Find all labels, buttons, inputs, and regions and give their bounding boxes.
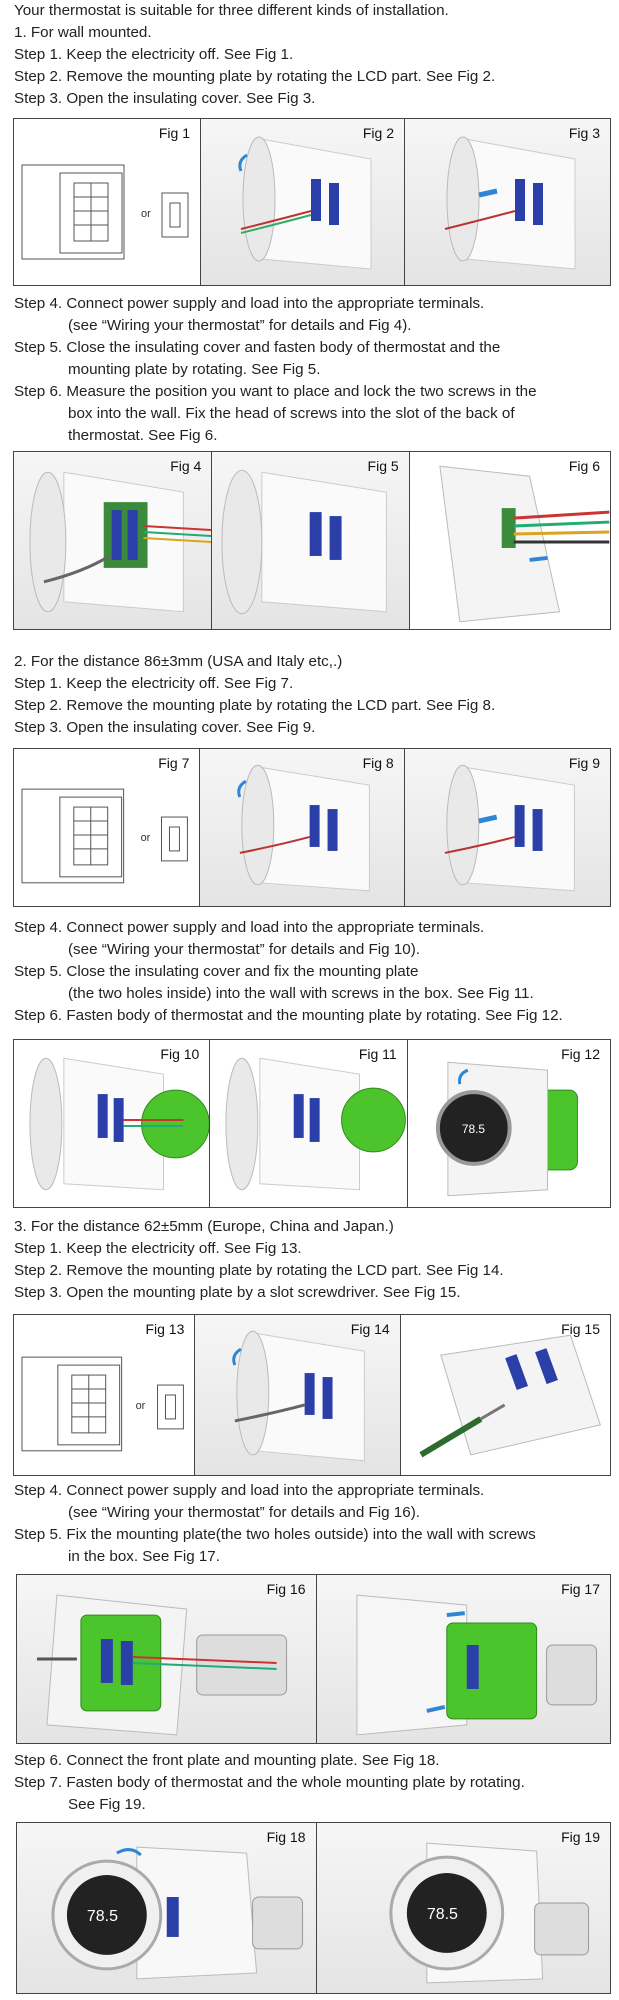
section-3-block [14, 1216, 504, 1304]
section-3-steps-c [14, 1750, 525, 1816]
section-2-block [14, 651, 495, 739]
figure-row-3 [13, 748, 611, 907]
figure-panel [195, 1315, 400, 1475]
figure-panel [14, 1040, 210, 1207]
figure-label: Fig 7 [158, 755, 190, 771]
thermostat-on-wall-box-illustration [408, 1040, 610, 1207]
text-line: Step 5. Close the insulating cover and fasten body of thermostat and the [14, 339, 501, 356]
figure-row-4 [13, 1039, 611, 1208]
thermostat-plate-illustration [195, 1315, 399, 1475]
figure-label: Fig 10 [160, 1046, 200, 1062]
figure-row-5 [13, 1314, 611, 1476]
text-line: Step 5. Close the insulating cover and fix the mounting plate [14, 963, 419, 980]
wall-box-mounted-illustration [210, 1040, 406, 1207]
text-line: Step 3. Open the insulating cover. See Fig 3. [14, 90, 316, 107]
mounting-plate-fixed-illustration [317, 1575, 611, 1743]
figure-panel [14, 1315, 195, 1475]
text-line: Step 2. Remove the mounting plate by rotating the LCD part. See Fig 14. [14, 1262, 504, 1279]
figure-row-1 [13, 118, 611, 286]
figure-panel [14, 119, 201, 285]
figure-label: Fig 18 [266, 1829, 306, 1845]
figure-label: Fig 14 [350, 1321, 390, 1337]
figure-panel [401, 1315, 610, 1475]
text-line: Step 6. Measure the position you want to place and lock the two screws in the [14, 383, 537, 400]
text-line: Step 2. Remove the mounting plate by rotating the LCD part. See Fig 2. [14, 68, 496, 85]
text-line: Step 1. Keep the electricity off. See Fig 1. [14, 46, 294, 63]
text-line: See Fig 19. [68, 1796, 146, 1813]
figure-panel [201, 119, 405, 285]
wiring-terminal-illustration [14, 452, 211, 629]
figure-row-7 [16, 1822, 611, 1994]
text-line: Step 5. Fix the mounting plate(the two holes outside) into the wall with screws [14, 1526, 536, 1543]
cover-closed-illustration [212, 452, 408, 629]
text-line: Step 7. Fasten body of thermostat and the whole mounting plate by rotating. [14, 1774, 525, 1791]
section-2-steps-b [14, 917, 563, 1027]
breaker-box-illustration [14, 749, 199, 906]
text-line: in the box. See Fig 17. [68, 1548, 220, 1565]
figure-panel [405, 749, 610, 906]
text-line: Step 3. Open the insulating cover. See Fig 9. [14, 719, 316, 736]
figure-label: Fig 9 [568, 755, 600, 771]
text-line: Your thermostat is suitable for three different kinds of installation. [14, 2, 449, 19]
figure-label: Fig 4 [170, 458, 202, 474]
figure-label: Fig 5 [367, 458, 399, 474]
figure-panel [14, 452, 212, 629]
figure-label: Fig 6 [568, 458, 600, 474]
text-line: Step 6. Fasten body of thermostat and the mounting plate by rotating. See Fig 12. [14, 1007, 563, 1024]
text-line: box into the wall. Fix the head of screws into the slot of the back of [68, 405, 515, 422]
or-label: or [141, 208, 151, 220]
figure-panel [14, 749, 200, 906]
or-label: or [135, 1399, 146, 1412]
text-line: (the two holes inside) into the wall with screws in the box. See Fig 11. [68, 985, 534, 1002]
text-line: 2. For the distance 86±3mm (USA and Italy etc,.) [14, 653, 343, 670]
text-line: Step 4. Connect power supply and load into the appropriate terminals. [14, 1482, 485, 1499]
figure-label: Fig 19 [561, 1829, 600, 1845]
figure-panel [210, 1040, 407, 1207]
thermostat-cover-open-illustration [405, 119, 610, 285]
figure-panel [212, 452, 409, 629]
or-label: or [140, 831, 151, 844]
temperature-readout: 78.5 [461, 1121, 485, 1136]
breaker-box-illustration [14, 119, 200, 285]
text-line: Step 4. Connect power supply and load into the appropriate terminals. [14, 919, 485, 936]
text-line: Step 1. Keep the electricity off. See Fig 7. [14, 675, 294, 692]
screwdriver-opening-illustration [401, 1315, 610, 1475]
figure-label: Fig 16 [266, 1581, 306, 1597]
figure-label: Fig 1 [158, 125, 190, 141]
figure-row-6 [16, 1574, 611, 1744]
steps-block-1b [14, 293, 537, 447]
figure-label: Fig 17 [561, 1581, 600, 1597]
text-line: thermostat. See Fig 6. [68, 427, 218, 444]
text-line: Step 3. Open the mounting plate by a slot screwdriver. See Fig 15. [14, 1284, 461, 1301]
figure-panel [410, 452, 610, 629]
breaker-box-illustration [14, 1315, 194, 1475]
figure-label: Fig 11 [358, 1046, 397, 1062]
thermostat-cover-open-illustration [405, 749, 610, 906]
figure-label: Fig 15 [561, 1321, 600, 1337]
text-line: (see “Wiring your thermostat” for details and Fig 16). [68, 1504, 420, 1521]
figure-panel [317, 1823, 611, 1993]
figure-panel [408, 1040, 610, 1207]
text-line: 3. For the distance 62±5mm (Europe, China and Japan.) [14, 1218, 394, 1235]
text-line: Step 1. Keep the electricity off. See Fig 13. [14, 1240, 302, 1257]
temperature-readout: 78.5 [426, 1905, 458, 1923]
figure-panel [405, 119, 610, 285]
text-line: (see “Wiring your thermostat” for details and Fig 4). [68, 317, 412, 334]
thermostat-plate-illustration [200, 749, 403, 906]
figure-panel [17, 1823, 317, 1993]
mounting-plate-green-box-illustration [17, 1575, 316, 1743]
figure-label: Fig 13 [145, 1321, 185, 1337]
thermostat-plate-illustration [201, 119, 404, 285]
screw-mounting-illustration [410, 452, 610, 629]
text-line: 1. For wall mounted. [14, 24, 152, 41]
figure-label: Fig 12 [561, 1046, 600, 1062]
figure-row-2 [13, 451, 611, 630]
temperature-readout: 78.5 [86, 1907, 118, 1925]
text-line: Step 6. Connect the front plate and mounting plate. See Fig 18. [14, 1752, 440, 1769]
intro-block [14, 0, 495, 110]
text-line: mounting plate by rotating. See Fig 5. [68, 361, 321, 378]
figure-panel [200, 749, 404, 906]
figure-panel [317, 1575, 611, 1743]
figure-label: Fig 3 [568, 125, 600, 141]
thermostat-assembled-illustration [317, 1823, 611, 1993]
section-3-steps-b [14, 1480, 536, 1568]
wall-box-wiring-illustration [14, 1040, 209, 1207]
text-line: Step 4. Connect power supply and load into the appropriate terminals. [14, 295, 485, 312]
text-line: (see “Wiring your thermostat” for details and Fig 10). [68, 941, 420, 958]
thermostat-front-plate-illustration [17, 1823, 316, 1993]
figure-label: Fig 2 [362, 125, 394, 141]
figure-panel [17, 1575, 317, 1743]
figure-label: Fig 8 [362, 755, 394, 771]
text-line: Step 2. Remove the mounting plate by rotating the LCD part. See Fig 8. [14, 697, 496, 714]
